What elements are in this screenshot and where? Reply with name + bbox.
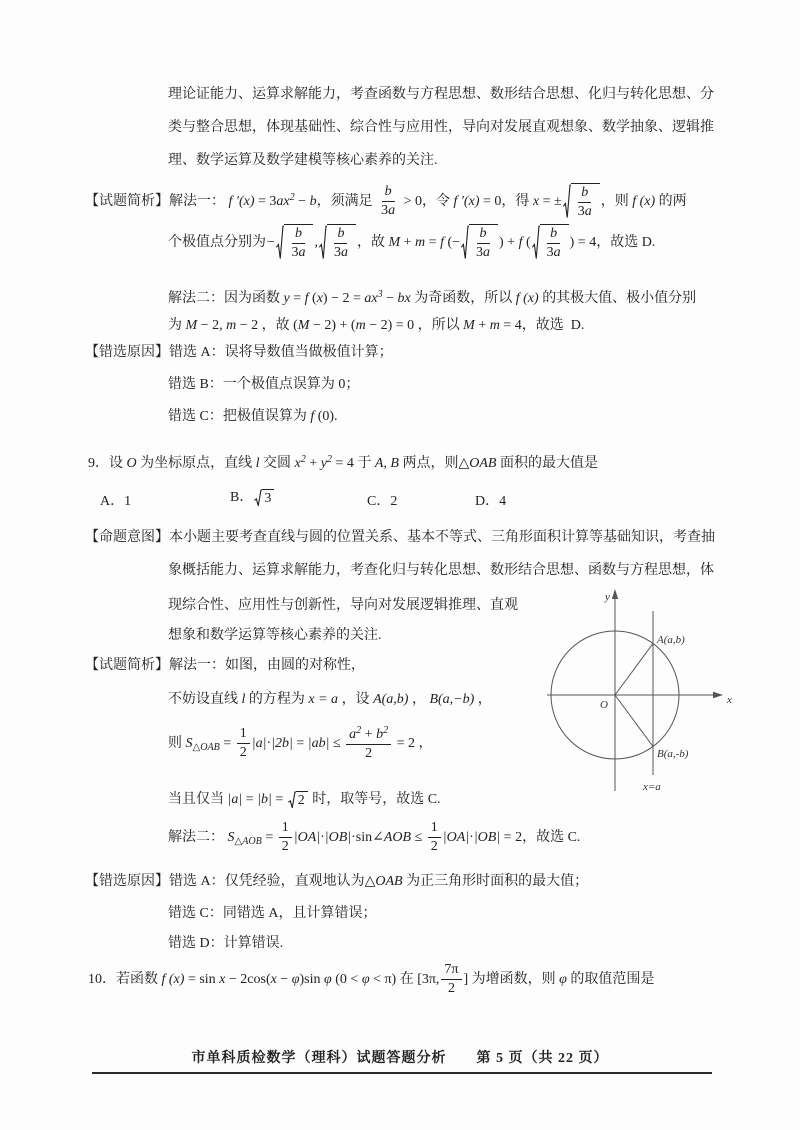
para-cont-1: 理论证能力、运算求解能力，考查函数与方程思想、数形结合思想、化归与转化思想、分 [168, 87, 714, 102]
point-b-label: B(a,-b) [657, 748, 689, 760]
q9-option-b: B． 3 [230, 488, 275, 508]
q9-intent-line-2: 象概括能力、运算求解能力，考查化归与转化思想、数形结合思想、函数与方程思想，体 [168, 563, 714, 578]
footer-spacer [447, 1051, 477, 1066]
para-cont-3: 理、数学运算及数学建模等核心素养的关注. [168, 153, 438, 168]
x-axis-label: x [727, 694, 732, 706]
point-a-label: A(a,b) [657, 634, 685, 646]
y-axis-arrow [612, 589, 618, 599]
q9-analysis-line-3: 则 $S_{\triangle OAB}$ = $\frac{1}{2}$ |a|·|2b| = |ab| ≤ $\frac{a^2 + b^2}{2}$ = 2 ， [168, 725, 433, 762]
q9-option-c: C．2 [367, 494, 398, 509]
q8-analysis-line-4: 为 M − 2, m − 2 ，故 (M − 2) + (m − 2) = 0 ，所以 M + m = 4，故选 D. [168, 318, 585, 333]
vline-label: x=a [643, 781, 661, 793]
q9-stem: 9．设 O 为坐标原点，直线 l 交圆 $x^2 + y^2 = 4$ 于 A, B 两点，则△OAB 面积的最大值是 [88, 454, 598, 471]
para-cont-2: 类与整合思想，体现基础性、综合性与应用性，导向对发展直观想象、数学抽象、逻辑推 [168, 120, 714, 135]
q9-analysis-line-4: 当且仅当 |a| = |b| = 2 时，取等号，故选 C. [168, 792, 441, 808]
y-axis-label: y [605, 591, 610, 603]
q8-wrong-choice-a: 【错选原因】错选 A：误将导数值当做极值计算； [85, 345, 393, 360]
q9-wrong-choice-a: 【错选原因】错选 A：仅凭经验，直观地认为△OAB 为正三角形时面积的最大值； [85, 874, 589, 889]
q9-analysis-line-2: 不妨设直线 l 的方程为 x = a ，设 A(a,b) ， B(a,−b) ， [168, 692, 492, 707]
q9-intent-line-3: 现综合性、应用性与创新性，导向对发展逻辑推理、直观 [168, 598, 518, 613]
page-footer [0, 1049, 800, 1069]
q9-analysis-line-5: 解法二： $S_{\triangle AOB}$ = $\frac{1}{2}$ |OA|·|OB|·sin∠AOB ≤ $\frac{1}{2}$ |OA|·|OB| = 2，故选 C. [168, 820, 581, 855]
q8-wrong-choice-c: 错选 C：把极值误算为 f (0). [168, 409, 338, 424]
q8-analysis-line-2: 个极值点分别为− $\frac{b}{3a}$ , $\frac{b}{3a}$ ，故 M + m = f (− $\frac{b}{3a}$ ) + f ( $\frac{b}{3a}$ ) = 4，故选 D. [168, 226, 656, 261]
q9-option-a: A．1 [100, 494, 132, 509]
q9-analysis-line-1: 【试题简析】解法一：如图，由圆的对称性， [85, 658, 365, 673]
footer-doc-title: 市单科质检数学（理科）试题答题分析 [191, 1051, 447, 1066]
q9-intent-line-1: 【命题意图】本小题主要考查直线与圆的位置关系、基本不等式、三角形面积计算等基础知识，考查抽 [85, 530, 715, 545]
q8-wrong-choice-b: 错选 B：一个极值点误算为 0； [168, 377, 360, 392]
q9-wrong-choice-d: 错选 D：计算错误. [168, 936, 284, 951]
q8-analysis-line-3: 解法二：因为函数 y = f $(x) - 2 = ax^3$ − bx 为奇函数，所以 f (x) 的其极大值、极小值分别 [168, 289, 697, 306]
footer-page-number: 第 5 页（共 22 页） [476, 1051, 609, 1066]
origin-label: O [600, 699, 608, 711]
q9-circle-figure [533, 583, 745, 801]
x-axis-arrow [713, 692, 723, 698]
q10-stem: 10．若函数 f (x) = sin x − 2cos(x − φ)sin φ (0 < φ < π) 在 [3π, $\frac{7\pi}{2}$ ] 为增函数，则 φ 的取值范围是 [88, 962, 655, 997]
segment-oa [615, 644, 653, 696]
q8-analysis-line-1: 【试题简析】解法一： f $'(x) = 3ax^2 - b$，须满足 $\frac{b}{3a}$ > 0，令 f ′(x) = 0，得 x = ± $\frac{b}{3a}$ ，则 f (x) 的两 [85, 184, 687, 220]
segment-ob [615, 695, 653, 747]
q9-intent-line-4: 想象和数学运算等核心素养的关注. [168, 628, 382, 643]
q9-option-d: D．4 [475, 494, 507, 509]
footer-rule [92, 1072, 712, 1074]
q9-wrong-choice-c: 错选 C：同错选 A，且计算错误； [168, 906, 377, 921]
